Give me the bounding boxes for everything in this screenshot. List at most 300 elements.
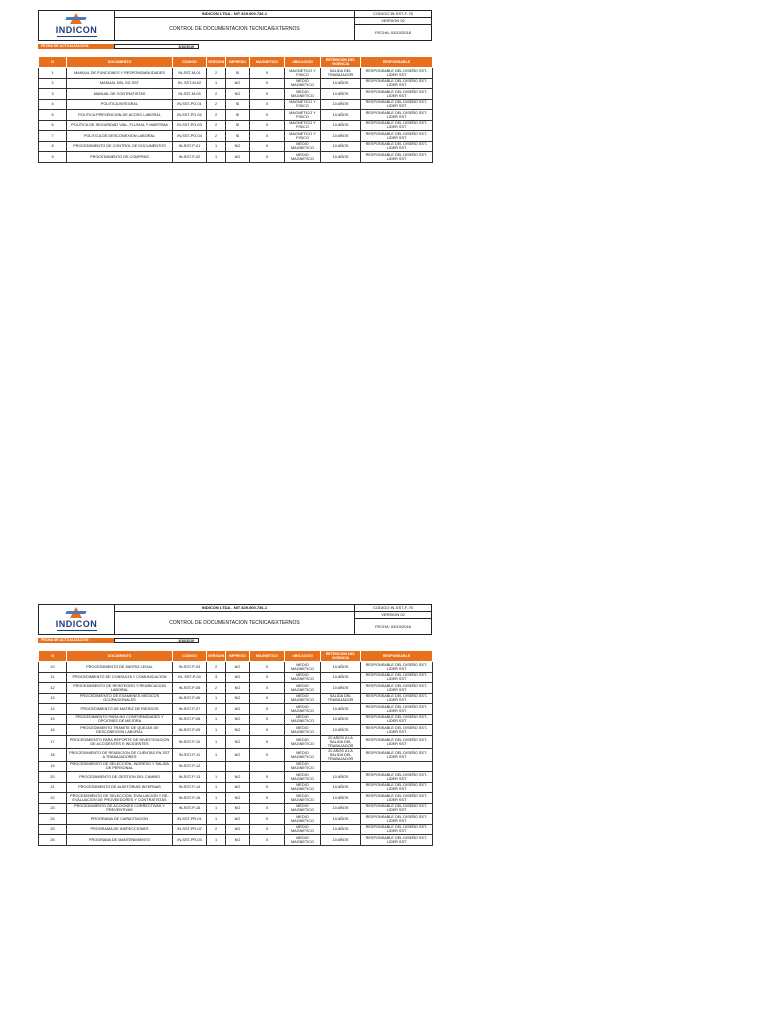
magnetic-cell: X: [250, 803, 285, 814]
document-name: POLITICA DE SEGURIDAD VIAL, FLUVIAL Y MARITIMA: [67, 120, 173, 131]
magnetic-cell: X: [250, 835, 285, 846]
location-cell: MAGNETICO Y FISICO: [285, 110, 321, 121]
retention-cell: 10 AÑOS: [321, 704, 361, 715]
version-cell: 3: [207, 672, 226, 683]
version-cell: 1: [207, 803, 226, 814]
printed-cell: NO: [226, 704, 250, 715]
location-cell: MEDIO MAGNETICO: [285, 761, 321, 772]
col-magnetico-header: MAGNETICO: [250, 57, 285, 68]
version-cell: 1: [207, 735, 226, 748]
retention-cell: 10 AÑOS: [321, 814, 361, 825]
version-cell: 1: [207, 141, 226, 152]
document-code: IN-SST-P-08: [173, 714, 207, 725]
document-code: IN- SST-P-04: [173, 672, 207, 683]
magnetic-cell: X: [250, 89, 285, 100]
retention-cell: 20 AÑOS A LA SALIDA DEL TRABAJADOR: [321, 748, 361, 761]
location-cell: MEDIO MAGNETICO: [285, 78, 321, 89]
col-magnetico-header: MAGNETICO: [250, 651, 285, 662]
col-codigo-header: CODIGO: [173, 651, 207, 662]
magnetic-cell: X: [250, 78, 285, 89]
version-cell: 1: [207, 78, 226, 89]
document-name: PROCEDIMIENTO DE COMPRAS: [67, 152, 173, 163]
retention-cell: 20 AÑOS A LA SALIDA DEL TRABAJADOR: [321, 735, 361, 748]
magnetic-cell: X: [250, 672, 285, 683]
version-cell: 1: [207, 772, 226, 783]
magnetic-cell: X: [250, 110, 285, 121]
responsible-cell: RESPONSABLE DEL DISEÑO SST- LIDER SST: [361, 704, 433, 715]
row-number: 9: [39, 152, 67, 163]
document-name: PROCEDIMIENTO TRAMITE DE QUEJAS DE DESCONEXION LABORAL: [67, 725, 173, 736]
magnetic-cell: X: [250, 120, 285, 131]
version-cell: 1: [207, 152, 226, 163]
retention-cell: 10 AÑOS: [321, 782, 361, 793]
retention-cell: 10 AÑOS: [321, 152, 361, 163]
documents-table: [38, 650, 433, 846]
version-cell: 2: [207, 110, 226, 121]
version-cell: 1: [207, 835, 226, 846]
row-number: 13: [39, 693, 67, 704]
magnetic-cell: X: [250, 748, 285, 761]
col-ubicacion-header: UBICACIÓN: [285, 57, 321, 68]
document-name: PROGRAMA DE MANTENIMIENTO: [67, 835, 173, 846]
document-name: PROCEDIMIENTO DE GESTION DEL CAMBIO: [67, 772, 173, 783]
responsible-cell: RESPONSABLE DEL DISEÑO SST- LIDER SST: [361, 131, 433, 142]
retention-cell: 10 AÑOS: [321, 824, 361, 835]
version-cell: 1: [207, 814, 226, 825]
table-row: [39, 110, 433, 121]
document-name: PROCEDIMIENTO DE SELECCION, EVALUACION Y RE- EVALUACION DE PROVEEDORES Y CONTRATISTAS: [67, 793, 173, 804]
col-retencion-header: RETENCION DEL VIGENCIA: [321, 651, 361, 662]
document-name: PROCEDIMIENTO DE CONSULTA Y COMUNICACION: [67, 672, 173, 683]
document-code: CODIGO IN-SST-F-75: [355, 11, 431, 18]
table-row: [39, 824, 433, 835]
retention-cell: 10 AÑOS: [321, 89, 361, 100]
magnetic-cell: X: [250, 68, 285, 79]
version-cell: 1: [207, 693, 226, 704]
document-code: IN-SST-P-05: [173, 683, 207, 694]
company-name: INDICON LTDA - NIT 829.000.736-1: [115, 605, 354, 612]
version-cell: 2: [207, 704, 226, 715]
version-cell: 2: [207, 68, 226, 79]
table-row: [39, 693, 433, 704]
retention-cell: 10 AÑOS: [321, 662, 361, 673]
version-cell: 1: [207, 793, 226, 804]
printed-cell: NO: [226, 89, 250, 100]
printed-cell: NO: [226, 152, 250, 163]
document-code: IN-SST-PR-02: [173, 824, 207, 835]
row-number: 20: [39, 772, 67, 783]
magnetic-cell: X: [250, 152, 285, 163]
document-name: PROCEDIMIENTO DE EXAMENES MEDICOS OCUPACIONALES: [67, 693, 173, 704]
location-cell: MEDIO MAGNETICO: [285, 152, 321, 163]
printed-cell: NO: [226, 141, 250, 152]
document-name: PROCEDIMIENTO PARA REPORTE DE INVESTIGACION DE ACCIDENTES E INCIDENTES: [67, 735, 173, 748]
table-row: [39, 772, 433, 783]
row-number: 15: [39, 714, 67, 725]
document-code: IN-SST-P-15: [173, 793, 207, 804]
printed-cell: NO: [226, 803, 250, 814]
row-number: 4: [39, 99, 67, 110]
responsible-cell: RESPONSABLE DEL DISEÑO SST- LIDER SST: [361, 814, 433, 825]
row-number: 18: [39, 748, 67, 761]
responsible-cell: RESPONSABLE DEL DISEÑO SST- LIDER SST: [361, 725, 433, 736]
retention-cell: 10 AÑOS: [321, 772, 361, 783]
printed-cell: SI: [226, 68, 250, 79]
row-number: 5: [39, 110, 67, 121]
printed-cell: NO: [226, 835, 250, 846]
document-date: FECHA: 03/10/2018: [375, 624, 411, 629]
document-name: PROCEDIMIENTO DE RENDICION DE CUENTAS EN SST A TRABAJADORES: [67, 748, 173, 761]
printed-cell: NO: [226, 78, 250, 89]
table-row: [39, 68, 433, 79]
document-name: PROCEDIMIENTO DE CONTROL DE DOCUMENTOS: [67, 141, 173, 152]
location-cell: MEDIO MAGNETICO: [285, 725, 321, 736]
magnetic-cell: X: [250, 141, 285, 152]
retention-cell: 10 AÑOS: [321, 131, 361, 142]
printed-cell: NO: [226, 725, 250, 736]
document-code: IN-SST-P-07: [173, 704, 207, 715]
document-name: PROCEDIMIENTO DE REINTEGRO Y REUBICACION LABORAL: [67, 683, 173, 694]
location-cell: MEDIO MAGNETICO: [285, 141, 321, 152]
col-impreso-header: IMPRESO: [226, 651, 250, 662]
row-number: 25: [39, 824, 67, 835]
row-number: 12: [39, 683, 67, 694]
col-documento-header: DOCUMENTO: [67, 651, 173, 662]
table-row: [39, 814, 433, 825]
retention-cell: 10 AÑOS: [321, 714, 361, 725]
magnetic-cell: X: [250, 824, 285, 835]
printed-cell: NO: [226, 824, 250, 835]
responsible-cell: [361, 761, 433, 772]
location-cell: MEDIO MAGNETICO: [285, 814, 321, 825]
printed-cell: NO: [226, 782, 250, 793]
responsible-cell: RESPONSABLE DEL DISEÑO SST- LIDER SST: [361, 772, 433, 783]
location-cell: MAGNETICO Y FISICO: [285, 131, 321, 142]
document-name: PROCEDIMIENTO DE AUDITORIAS INTERNAS: [67, 782, 173, 793]
responsible-cell: RESPONSABLE DEL DISEÑO SST- LIDER SST: [361, 141, 433, 152]
magnetic-cell: X: [250, 772, 285, 783]
printed-cell: NO: [226, 814, 250, 825]
location-cell: MEDIO MAGNETICO: [285, 748, 321, 761]
col-version-header: VERSION: [207, 57, 226, 68]
version-cell: 2: [207, 120, 226, 131]
location-cell: MEDIO MAGNETICO: [285, 793, 321, 804]
company-name: INDICON LTDA - NIT 829.000.736-1: [115, 11, 354, 18]
col-impreso-header: IMPRESO: [226, 57, 250, 68]
table-row: [39, 704, 433, 715]
printed-cell: NO: [226, 772, 250, 783]
responsible-cell: RESPONSABLE DEL DISEÑO SST- LIDER SST: [361, 99, 433, 110]
col-ubicacion-header: UBICACIÓN: [285, 651, 321, 662]
printed-cell: NO: [226, 793, 250, 804]
magnetic-cell: X: [250, 725, 285, 736]
col-documento-header: DOCUMENTO: [67, 57, 173, 68]
location-cell: MEDIO MAGNETICO: [285, 693, 321, 704]
document-code: IN- SST-M-02: [173, 78, 207, 89]
location-cell: MAGNETICO Y FISICO: [285, 68, 321, 79]
version-cell: 2: [207, 89, 226, 100]
table-row: [39, 793, 433, 804]
location-cell: MAGNETICO Y FISICO: [285, 120, 321, 131]
retention-cell: SALIDA DEL TRABAJADOR: [321, 693, 361, 704]
magnetic-cell: X: [250, 793, 285, 804]
printed-cell: SI: [226, 131, 250, 142]
update-date-value: 3/10/2019: [114, 638, 199, 643]
document-code: CODIGO IN-SST-F-75: [355, 605, 431, 612]
table-row: [39, 761, 433, 772]
document-code: IN-SST-P-03: [173, 662, 207, 673]
magnetic-cell: X: [250, 99, 285, 110]
company-logo: [39, 605, 115, 634]
location-cell: MEDIO MAGNETICO: [285, 835, 321, 846]
row-number: 14: [39, 704, 67, 715]
row-number: 23: [39, 803, 67, 814]
printed-cell: SI: [226, 110, 250, 121]
row-number: 1: [39, 68, 67, 79]
row-number: 8: [39, 141, 67, 152]
version-cell: 1: [207, 714, 226, 725]
printed-cell: NO: [226, 693, 250, 704]
document-name: MANUAL DEL SG SST: [67, 78, 173, 89]
row-number: 26: [39, 835, 67, 846]
printed-cell: NO: [226, 748, 250, 761]
row-number: 24: [39, 814, 67, 825]
table-row: [39, 782, 433, 793]
document-code: IN-SST-P-01: [173, 141, 207, 152]
location-cell: MEDIO MAGNETICO: [285, 803, 321, 814]
printed-cell: NO: [226, 735, 250, 748]
printed-cell: NO: [226, 714, 250, 725]
location-cell: MEDIO MAGNETICO: [285, 714, 321, 725]
responsible-cell: RESPONSABLE DEL DISEÑO SST- LIDER SST: [361, 89, 433, 100]
table-row: [39, 141, 433, 152]
table-row: [39, 803, 433, 814]
table-row: [39, 714, 433, 725]
magnetic-cell: X: [250, 814, 285, 825]
row-number: 22: [39, 793, 67, 804]
row-number: 7: [39, 131, 67, 142]
document-code: IN-SST-PO-03: [173, 120, 207, 131]
table-row: [39, 662, 433, 673]
location-cell: MEDIO MAGNETICO: [285, 735, 321, 748]
document-code: IN-SST-P-02: [173, 152, 207, 163]
table-row: [39, 683, 433, 694]
sheet-header: [38, 604, 432, 635]
table-row: [39, 672, 433, 683]
document-name: PROCEDIMIENTO DE SELECCIÓN, INGRESO Y SALIDA DE PERSONAL: [67, 761, 173, 772]
responsible-cell: RESPONSABLE DEL DISEÑO SST- LIDER SST: [361, 835, 433, 846]
update-date-label: FECHA DE ACTUALIZACION: [38, 638, 114, 643]
printed-cell: NO: [226, 672, 250, 683]
document-version: VERSION 02: [355, 612, 431, 619]
location-cell: MEDIO MAGNETICO: [285, 704, 321, 715]
responsible-cell: RESPONSABLE DEL DISEÑO SST- LIDER SST: [361, 793, 433, 804]
responsible-cell: RESPONSABLE DEL DISEÑO SST- LIDER SST: [361, 152, 433, 163]
responsible-cell: RESPONSABLE DEL DISEÑO SST- LIDER SST: [361, 803, 433, 814]
document-code: IN-SST-PR-03: [173, 835, 207, 846]
col-responsable-header: RESPONSABLE: [361, 651, 433, 662]
location-cell: MAGNETICO Y FISICO: [285, 99, 321, 110]
retention-cell: 10 AÑOS: [321, 120, 361, 131]
document-name: POLITICA PREVENCION DE ACOSO LABORAL: [67, 110, 173, 121]
version-cell: 1: [207, 782, 226, 793]
table-header-row: [39, 651, 433, 662]
document-code: IN-SST-P-14: [173, 782, 207, 793]
document-code: IN-SST-M-01: [173, 68, 207, 79]
version-cell: 1: [207, 725, 226, 736]
document-sheet-2: [38, 604, 432, 846]
location-cell: MEDIO MAGNETICO: [285, 89, 321, 100]
retention-cell: 10 AÑOS: [321, 793, 361, 804]
document-code: IN-SST-P-12: [173, 761, 207, 772]
location-cell: MEDIO MAGNETICO: [285, 782, 321, 793]
table-row: [39, 748, 433, 761]
document-name: MANUAL DE CONTRATISTAS: [67, 89, 173, 100]
retention-cell: 10 AÑOS: [321, 835, 361, 846]
location-cell: MEDIO MAGNETICO: [285, 772, 321, 783]
update-date-bar: [38, 44, 432, 49]
row-number: 10: [39, 662, 67, 673]
document-name: PROCEDIMIENTO PARA NO CONFORMIDADES Y OPCIONES DE MEJORA: [67, 714, 173, 725]
logo-text: INDICON: [39, 619, 114, 631]
logo-text: INDICON: [39, 25, 114, 37]
magnetic-cell: X: [250, 683, 285, 694]
responsible-cell: RESPONSABLE DEL DISEÑO SST- LIDER SST: [361, 693, 433, 704]
document-name: POLITICA DE DESCONEXION LABORAL: [67, 131, 173, 142]
printed-cell: NO: [226, 683, 250, 694]
retention-cell: SALIDA DEL TRABAJADOR: [321, 68, 361, 79]
magnetic-cell: X: [250, 782, 285, 793]
update-date-label: FECHA DE ACTUALIZACION: [38, 44, 114, 49]
table-row: [39, 99, 433, 110]
location-cell: MEDIO MAGNETICO: [285, 683, 321, 694]
printed-cell: SI: [226, 120, 250, 131]
responsible-cell: RESPONSABLE DEL DISEÑO SST- LIDER SST: [361, 748, 433, 761]
location-cell: MEDIO MAGNETICO: [285, 662, 321, 673]
document-code: IN-SST-PO-04: [173, 131, 207, 142]
retention-cell: 10 AÑOS: [321, 803, 361, 814]
retention-cell: 10 AÑOS: [321, 141, 361, 152]
documents-table: [38, 56, 433, 163]
document-code: IN-SST-PR-01: [173, 814, 207, 825]
document-code: IN-SST-M-03: [173, 89, 207, 100]
retention-cell: 10 AÑOS: [321, 99, 361, 110]
document-code: IN-SST-P-06: [173, 693, 207, 704]
document-name: PROGRAMA DE INSPECCIONES: [67, 824, 173, 835]
magnetic-cell: X: [250, 693, 285, 704]
table-row: [39, 89, 433, 100]
document-code: IN-SST-P-11: [173, 748, 207, 761]
col-codigo-header: CODIGO: [173, 57, 207, 68]
document-code: IN-SST-PO-02: [173, 110, 207, 121]
magnetic-cell: X: [250, 735, 285, 748]
document-code: IN-SST-PO-01: [173, 99, 207, 110]
location-cell: MEDIO MAGNETICO: [285, 672, 321, 683]
responsible-cell: RESPONSABLE DEL DISEÑO SST- LIDER SST: [361, 735, 433, 748]
row-number: 16: [39, 725, 67, 736]
table-header-row: [39, 57, 433, 68]
row-number: 17: [39, 735, 67, 748]
col-responsable-header: RESPONSABLE: [361, 57, 433, 68]
document-version: VERSION 02: [355, 18, 431, 25]
retention-cell: 10 AÑOS: [321, 672, 361, 683]
document-name: PROGRAMA DE CAPACITACION: [67, 814, 173, 825]
table-row: [39, 152, 433, 163]
row-number: 3: [39, 89, 67, 100]
responsible-cell: RESPONSABLE DEL DISEÑO SST- LIDER SST: [361, 824, 433, 835]
row-number: 2: [39, 78, 67, 89]
version-cell: 2: [207, 824, 226, 835]
responsible-cell: RESPONSABLE DEL DISEÑO SST- LIDER SST: [361, 714, 433, 725]
responsible-cell: RESPONSABLE DEL DISEÑO SST- LIDER SST: [361, 110, 433, 121]
printed-cell: SI: [226, 99, 250, 110]
document-code: IN-SST-P-16: [173, 803, 207, 814]
retention-cell: [321, 761, 361, 772]
col-n-header: N: [39, 651, 67, 662]
version-cell: [207, 761, 226, 772]
responsible-cell: RESPONSABLE DEL DISEÑO SST- LIDER SST: [361, 78, 433, 89]
table-row: [39, 120, 433, 131]
document-title: CONTROL DE DOCUMENTACION TECNICA/EXTERNOS: [169, 620, 300, 626]
magnetic-cell: X: [250, 704, 285, 715]
magnetic-cell: X: [250, 131, 285, 142]
document-date: FECHA: 03/10/2018: [375, 30, 411, 35]
document-code: IN-SST-P-09: [173, 725, 207, 736]
responsible-cell: RESPONSABLE DEL DISEÑO SST- LIDER SST: [361, 683, 433, 694]
document-name: PROCEDIMIENTO DE MATRIZ DE RIESGOS: [67, 704, 173, 715]
version-cell: 2: [207, 99, 226, 110]
row-number: 21: [39, 782, 67, 793]
version-cell: 2: [207, 131, 226, 142]
col-n-header: N: [39, 57, 67, 68]
document-name: MANUAL DE FUNCIONES Y RESPONSABILIDADES: [67, 68, 173, 79]
responsible-cell: RESPONSABLE DEL DISEÑO SST- LIDER SST: [361, 672, 433, 683]
responsible-cell: RESPONSABLE DEL DISEÑO SST- LIDER SST: [361, 120, 433, 131]
printed-cell: [226, 761, 250, 772]
magnetic-cell: X: [250, 662, 285, 673]
row-number: 11: [39, 672, 67, 683]
magnetic-cell: X: [250, 714, 285, 725]
responsible-cell: RESPONSABLE DEL DISEÑO SST- LIDER SST: [361, 68, 433, 79]
version-cell: 2: [207, 662, 226, 673]
update-date-bar: [38, 638, 432, 643]
location-cell: MEDIO MAGNETICO: [285, 824, 321, 835]
retention-cell: 10 AÑOS: [321, 110, 361, 121]
table-row: [39, 78, 433, 89]
col-version-header: VERSION: [207, 651, 226, 662]
responsible-cell: RESPONSABLE DEL DISEÑO SST- LIDER SST: [361, 662, 433, 673]
table-row: [39, 131, 433, 142]
document-sheet-1: [38, 10, 432, 163]
document-code: IN-SST-P-10: [173, 735, 207, 748]
version-cell: 2: [207, 683, 226, 694]
magnetic-cell: [250, 761, 285, 772]
document-name: PROCEDIMIENTO DE MATRIZ LEGAL: [67, 662, 173, 673]
row-number: 6: [39, 120, 67, 131]
table-row: [39, 725, 433, 736]
retention-cell: 10 AÑOS: [321, 78, 361, 89]
table-row: [39, 835, 433, 846]
update-date-value: 3/10/2019: [114, 44, 199, 49]
document-name: POLITICA INTEGRAL: [67, 99, 173, 110]
document-name: PROCEDIMIENTO DE ACCIONES CORRECTIVAS Y PREVENTIVAS: [67, 803, 173, 814]
company-logo: [39, 11, 115, 40]
retention-cell: 10 AÑOS: [321, 683, 361, 694]
row-number: 19: [39, 761, 67, 772]
retention-cell: 10 AÑOS: [321, 725, 361, 736]
printed-cell: NO: [226, 662, 250, 673]
version-cell: 1: [207, 748, 226, 761]
